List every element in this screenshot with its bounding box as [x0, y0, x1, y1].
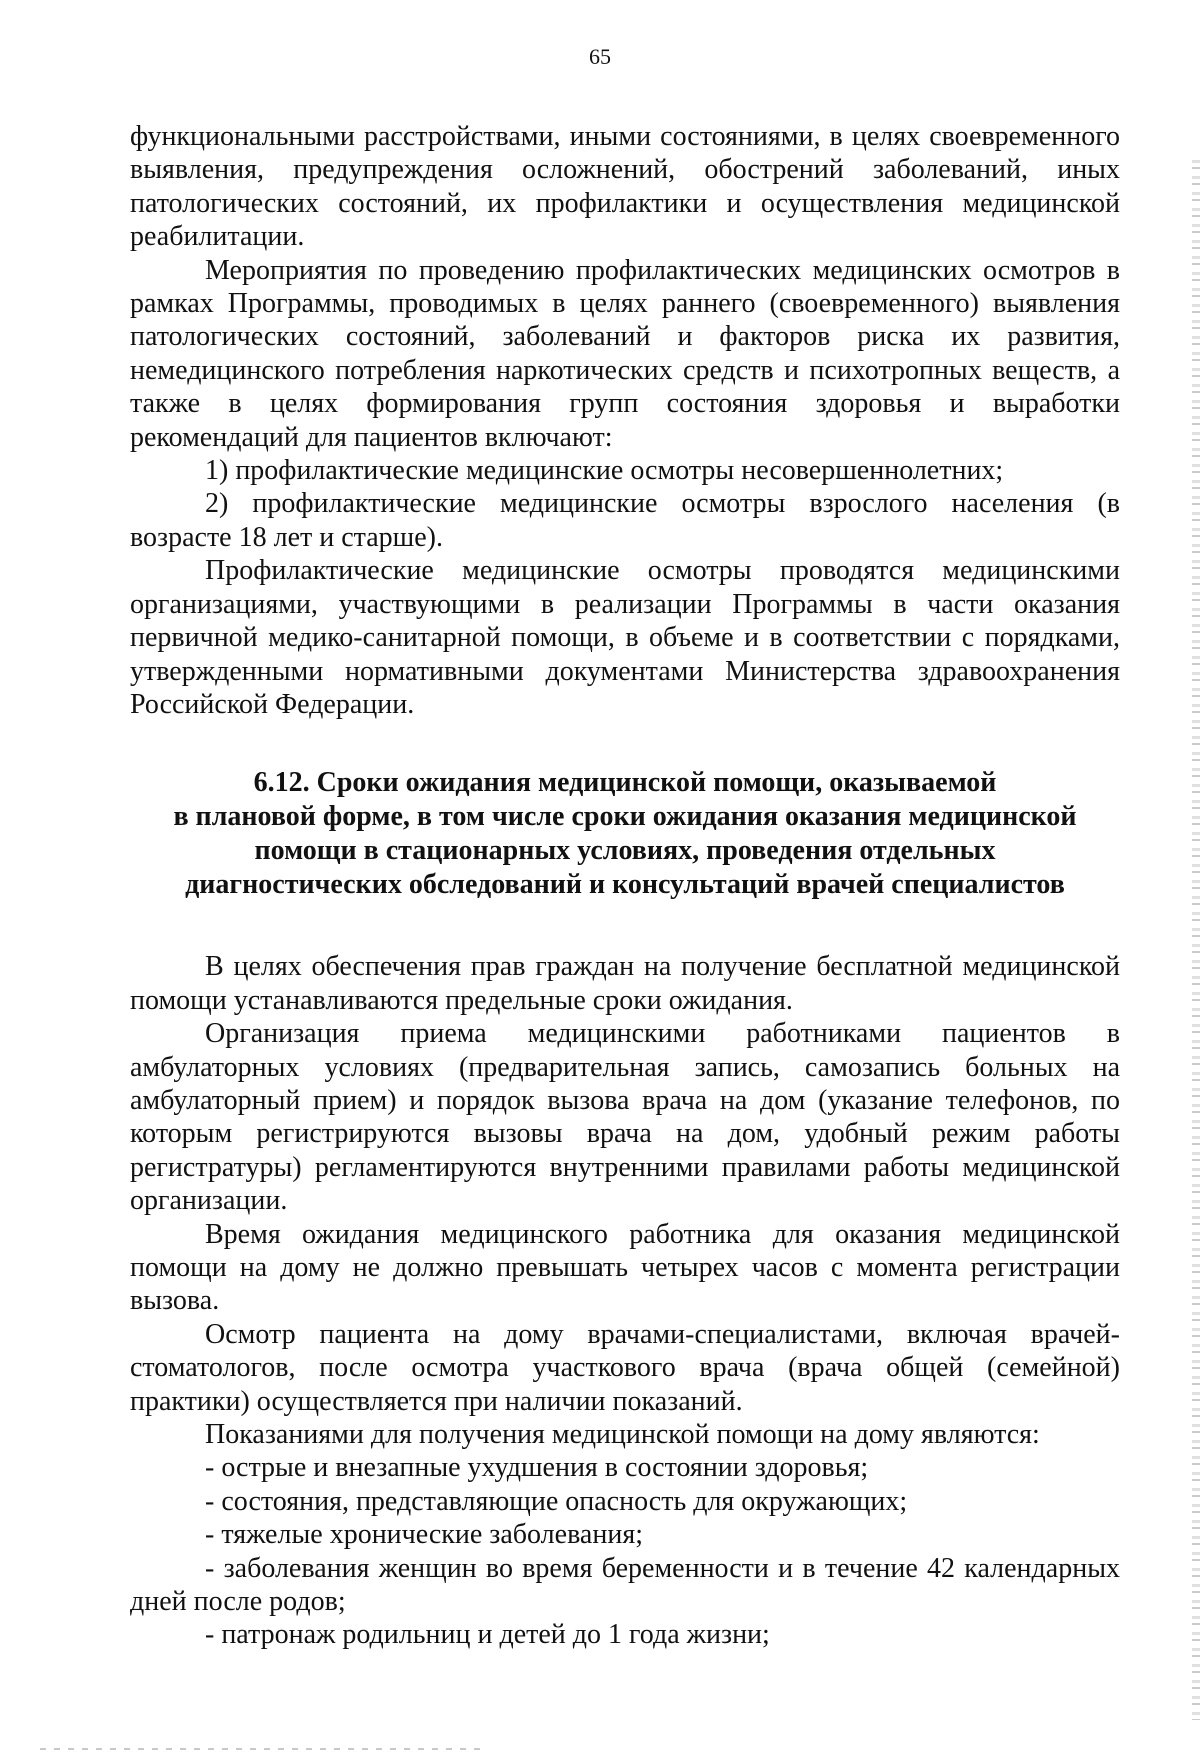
list-item: 2) профилактические медицинские осмотры взрослого населения (в возрасте 18 лет и старше). — [130, 488, 1120, 553]
paragraph: Организация приема медицинскими работниками пациентов в амбулаторных условиях (предварительная запись, самозапись больных на амбулаторный прием) и порядок вызова врача на дом (указание телефонов, по которым регистрируются вызовы врача на дом, удобный режим работы регистратуры) регламентируются внутренними правилами работы медицинской организации. — [130, 1018, 1120, 1217]
list-item: - состояния, представляющие опасность для окружающих; — [205, 1485, 908, 1517]
section-heading-line: в плановой форме, в том числе сроки ожидания оказания медицинской — [173, 801, 1077, 833]
section-heading-line: 6.12. Сроки ожидания медицинской помощи, оказываемой — [253, 767, 997, 799]
page-number: 65 — [589, 44, 611, 69]
paragraph: Показаниями для получения медицинской помощи на дому являются: — [205, 1419, 1040, 1450]
scan-bottom-artifact — [40, 1748, 480, 1750]
paragraph: Время ожидания медицинского работника для оказания медицинской помощи на дому не должно превышать четырех часов с момента регистрации вызова. — [130, 1218, 1120, 1317]
section-heading-line: помощи в стационарных условиях, проведения отдельных — [254, 835, 996, 867]
document-body — [130, 120, 1120, 1652]
paragraph: функциональными расстройствами, иными состояниями, в целях своевременного выявления, предупреждения осложнений, обострений заболеваний, иных патологических состояний, их профилактики и осуществления медицинской реабилитации. — [130, 121, 1120, 253]
paragraph: В целях обеспечения прав граждан на получение бесплатной медицинской помощи устанавливаются предельные сроки ожидания. — [130, 951, 1120, 1016]
paragraph: Осмотр пациента на дому врачами-специалистами, включая врачей-стоматологов, после осмотра участкового врача (врача общей (семейной) практики) осуществляется при наличии показаний. — [130, 1318, 1120, 1417]
scan-edge-artifact — [1192, 160, 1200, 1720]
section-heading-line: диагностических обследований и консультаций врачей специалистов — [185, 869, 1065, 901]
list-item: - заболевания женщин во время беременности и в течение 42 календарных дней после родов; — [130, 1552, 1120, 1618]
list-item: - патронаж родильниц и детей до 1 года жизни; — [205, 1619, 770, 1651]
paragraph: Мероприятия по проведению профилактических медицинских осмотров в рамках Программы, проводимых в целях раннего (своевременного) выявления патологических состояний, заболеваний и факторов риска их развития, немедицинского потребления наркотических средств и психотропных веществ, а также в целях формирования групп состояния здоровья и выработки рекомендаций для пациентов включают: — [130, 254, 1120, 453]
section-heading — [130, 766, 1120, 902]
list-item: 1) профилактические медицинские осмотры несовершеннолетних; — [205, 455, 1004, 487]
paragraph: Профилактические медицинские осмотры проводятся медицинскими организациями, участвующими в реализации Программы в части оказания первичной медико-санитарной помощи, в объеме и в соответствии с порядками, утвержденными нормативными документами Министерства здравоохранения Российской Федерации. — [130, 555, 1120, 720]
list-item: - острые и внезапные ухудшения в состоянии здоровья; — [205, 1452, 869, 1484]
list-item: - тяжелые хронические заболевания; — [205, 1519, 643, 1551]
